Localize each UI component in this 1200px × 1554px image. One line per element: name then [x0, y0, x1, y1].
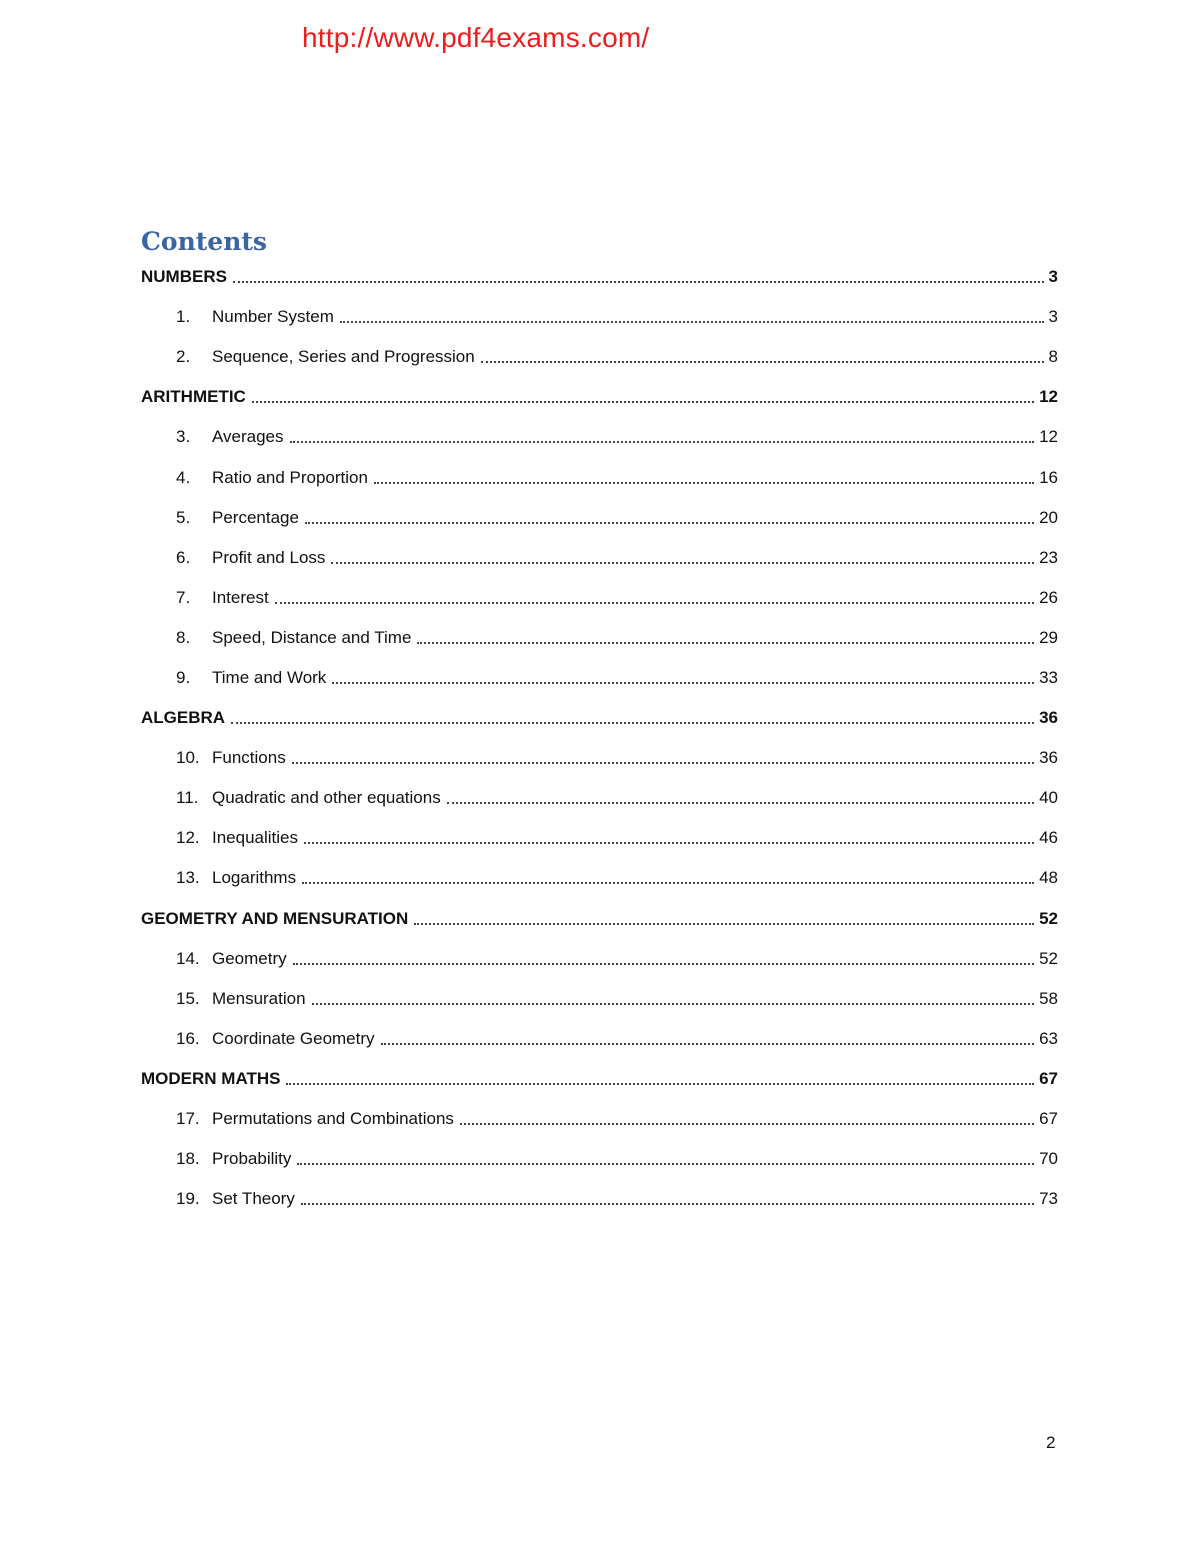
- toc-dot-leader: [231, 722, 1034, 724]
- toc-dot-leader: [302, 882, 1034, 884]
- toc-dot-leader: [331, 562, 1034, 564]
- toc-entry-number: 18.: [176, 1149, 200, 1169]
- toc-entry-page: 70: [1039, 1149, 1058, 1169]
- toc-section-entry[interactable]: [141, 899, 1058, 939]
- toc-section-entry[interactable]: [141, 377, 1058, 417]
- toc-dot-leader: [312, 1003, 1035, 1005]
- toc-chapter-entry[interactable]: [141, 1099, 1058, 1139]
- toc-entry-page: 36: [1039, 748, 1058, 768]
- toc-entry-label: Sequence, Series and Progression: [212, 347, 475, 367]
- toc-entry-label: Coordinate Geometry: [212, 1028, 375, 1048]
- toc-entry-label: Number System: [212, 307, 334, 327]
- header-url-link[interactable]: http://www.pdf4exams.com/: [302, 22, 650, 53]
- toc-entry-number: 4.: [176, 467, 191, 487]
- toc-entry-page: 73: [1039, 1189, 1058, 1209]
- toc-chapter-entry[interactable]: [141, 1139, 1058, 1179]
- toc-entry-number: 10.: [176, 748, 200, 768]
- toc-entry-label: Quadratic and other equations: [212, 788, 441, 808]
- toc-chapter-entry[interactable]: [141, 498, 1058, 538]
- toc-dot-leader: [447, 802, 1034, 804]
- toc-entry-number: 15.: [176, 988, 200, 1008]
- toc-dot-leader: [481, 361, 1044, 363]
- toc-entry-number: 12.: [176, 828, 200, 848]
- toc-chapter-entry[interactable]: [141, 818, 1058, 858]
- toc-dot-leader: [340, 321, 1044, 323]
- toc-entry-page: 3: [1048, 267, 1058, 287]
- toc-entry-number: 6.: [176, 547, 191, 567]
- page-number: 2: [1046, 1433, 1056, 1452]
- toc-entry-number: 7.: [176, 587, 191, 607]
- toc-entry-label: ALGEBRA: [141, 708, 226, 728]
- toc-dot-leader: [292, 762, 1034, 764]
- toc-entry-label: Mensuration: [212, 988, 306, 1008]
- toc-dot-leader: [233, 281, 1044, 283]
- toc-dot-leader: [297, 1163, 1034, 1165]
- toc-entry-page: 20: [1039, 507, 1058, 527]
- toc-entry-page: 33: [1039, 667, 1058, 687]
- toc-entry-number: 14.: [176, 948, 200, 968]
- toc-title: Contents: [141, 227, 268, 256]
- toc-entry-label: Geometry: [212, 948, 287, 968]
- toc-entry-number: 1.: [176, 307, 191, 327]
- toc-chapter-entry[interactable]: [141, 979, 1058, 1019]
- toc-entry-label: MODERN MATHS: [141, 1068, 281, 1088]
- toc-entry-page: 8: [1048, 347, 1058, 367]
- toc-entry-number: 3.: [176, 427, 191, 447]
- toc-entry-number: 19.: [176, 1189, 200, 1209]
- toc-entry-number: 8.: [176, 627, 191, 647]
- toc-entry-number: 11.: [176, 788, 199, 808]
- toc-entry-page: 63: [1039, 1028, 1058, 1048]
- toc-entry-label: Profit and Loss: [212, 547, 326, 567]
- toc-entry-page: 46: [1039, 828, 1058, 848]
- toc-entry-number: 17.: [176, 1109, 200, 1129]
- toc-chapter-entry[interactable]: [141, 297, 1058, 337]
- toc-chapter-entry[interactable]: [141, 337, 1058, 377]
- toc-chapter-entry[interactable]: [141, 1019, 1058, 1059]
- toc-entry-page: 40: [1039, 788, 1058, 808]
- toc-chapter-entry[interactable]: [141, 538, 1058, 578]
- toc-chapter-entry[interactable]: [141, 1179, 1058, 1219]
- toc-entry-label: Ratio and Proportion: [212, 467, 368, 487]
- toc-section-entry[interactable]: [141, 257, 1058, 297]
- toc-entry-page: 52: [1039, 948, 1058, 968]
- toc-section-entry[interactable]: [141, 698, 1058, 738]
- toc-dot-leader: [304, 842, 1034, 844]
- toc-entry-number: 9.: [176, 667, 191, 687]
- toc-entry-label: Probability: [212, 1149, 292, 1169]
- toc-entry-page: 67: [1039, 1109, 1058, 1129]
- toc-entry-page: 29: [1039, 627, 1058, 647]
- toc-chapter-entry[interactable]: [141, 738, 1058, 778]
- toc-entry-label: Permutations and Combinations: [212, 1109, 454, 1129]
- toc-entry-label: Time and Work: [212, 667, 327, 687]
- toc-chapter-entry[interactable]: [141, 858, 1058, 898]
- toc-entry-label: Inequalities: [212, 828, 299, 848]
- toc-dot-leader: [305, 522, 1034, 524]
- toc-entry-page: 3: [1048, 307, 1058, 327]
- toc-entry-number: 5.: [176, 507, 191, 527]
- toc-dot-leader: [290, 441, 1035, 443]
- table-of-contents: [141, 257, 1058, 1219]
- toc-dot-leader: [275, 602, 1034, 604]
- toc-entry-label: NUMBERS: [141, 267, 227, 287]
- toc-dot-leader: [301, 1203, 1034, 1205]
- toc-entry-page: 12: [1039, 387, 1058, 407]
- toc-entry-number: 16.: [176, 1028, 200, 1048]
- toc-chapter-entry[interactable]: [141, 618, 1058, 658]
- toc-chapter-entry[interactable]: [141, 457, 1058, 497]
- toc-entry-page: 12: [1039, 427, 1058, 447]
- toc-dot-leader: [414, 923, 1034, 925]
- toc-entry-page: 23: [1039, 547, 1058, 567]
- toc-chapter-entry[interactable]: [141, 417, 1058, 457]
- toc-dot-leader: [293, 963, 1034, 965]
- toc-entry-page: 52: [1039, 908, 1058, 928]
- toc-entry-label: Logarithms: [212, 868, 297, 888]
- toc-dot-leader: [460, 1123, 1034, 1125]
- toc-entry-label: Percentage: [212, 507, 299, 527]
- toc-entry-label: Set Theory: [212, 1189, 295, 1209]
- toc-entry-page: 26: [1039, 587, 1058, 607]
- toc-entry-page: 36: [1039, 708, 1058, 728]
- toc-entry-number: 13.: [176, 868, 200, 888]
- toc-chapter-entry[interactable]: [141, 939, 1058, 979]
- toc-dot-leader: [332, 682, 1034, 684]
- toc-chapter-entry[interactable]: [141, 778, 1058, 818]
- toc-entry-label: Averages: [212, 427, 284, 447]
- toc-entry-page: 48: [1039, 868, 1058, 888]
- toc-entry-page: 67: [1039, 1068, 1058, 1088]
- toc-dot-leader: [252, 401, 1034, 403]
- toc-dot-leader: [381, 1043, 1035, 1045]
- toc-section-entry[interactable]: [141, 1059, 1058, 1099]
- toc-entry-number: 2.: [176, 347, 191, 367]
- toc-entry-label: GEOMETRY AND MENSURATION: [141, 908, 409, 928]
- toc-entry-page: 16: [1039, 467, 1058, 487]
- toc-dot-leader: [374, 482, 1034, 484]
- toc-entry-label: Speed, Distance and Time: [212, 627, 412, 647]
- toc-entry-label: Interest: [212, 587, 269, 607]
- toc-chapter-entry[interactable]: [141, 578, 1058, 618]
- toc-entry-page: 58: [1039, 988, 1058, 1008]
- toc-dot-leader: [286, 1083, 1034, 1085]
- toc-entry-label: ARITHMETIC: [141, 387, 246, 407]
- toc-dot-leader: [417, 642, 1034, 644]
- toc-entry-label: Functions: [212, 748, 286, 768]
- toc-chapter-entry[interactable]: [141, 658, 1058, 698]
